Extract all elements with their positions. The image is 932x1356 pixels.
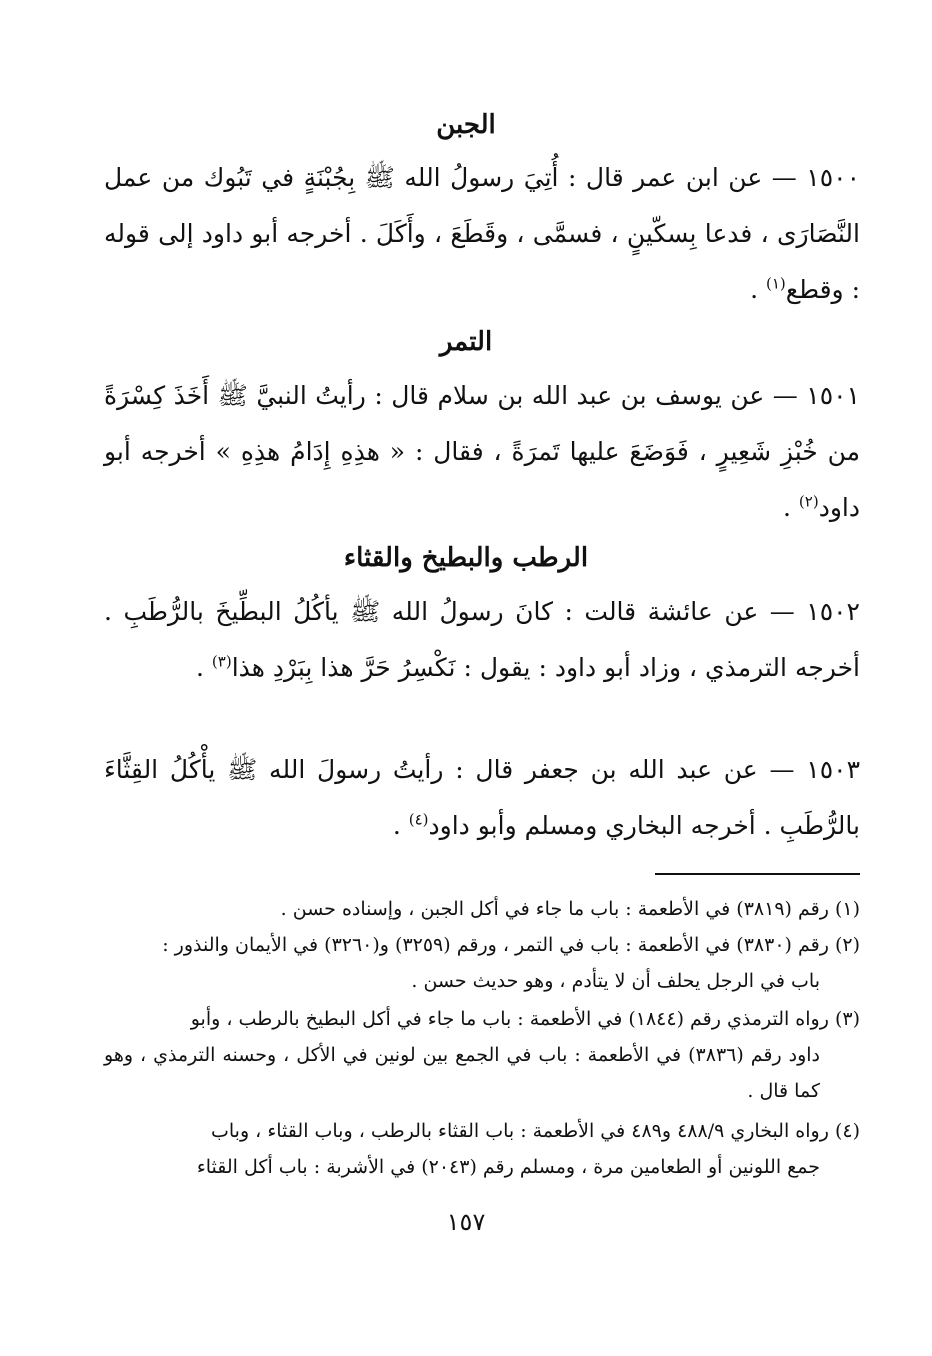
footnote-mark: (٤) [834,1120,860,1142]
footnote-continuation: باب في الرجل يحلف أن لا يتأدم ، وهو حديث حسن . [411,970,820,992]
hadith-end: . [783,493,799,522]
page-number: ١٥٧ [446,1208,486,1236]
hadith-end: . [392,811,409,840]
footnote-4 [104,1113,860,1185]
hadith-text: عن عائشة قالت : كانَ رسولُ الله ﷺ يأكُلُ البطِّيخَ بالرُّطَبِ . أخرجه الترمذي ، وزاد أبو داود : يقول : نَكْسِرُ حَرَّ هذا بِبَرْدِ هذا [104,597,860,682]
footnote-1 [104,891,860,927]
hadith-number: ١٥٠٢ — [769,597,860,626]
footnote-ref: (٣) [211,652,232,671]
footnote-mark: (١) [834,898,860,920]
footnote-separator [655,873,860,875]
hadith-1503 [104,742,860,854]
hadith-1502 [104,584,860,696]
hadith-1501 [104,368,860,536]
footnote-text: رقم (٣٨١٩) في الأطعمة : باب ما جاء في أكل الجبن ، وإسناده حسن . [280,898,829,920]
footnote-text: رواه الترمذي رقم (١٨٤٤) في الأطعمة : باب ما جاء في أكل البطيخ بالرطب ، وأبو [190,1008,829,1030]
footnote-ref: (١) [766,274,786,293]
section-heading-dates: التمر [439,327,493,357]
hadith-text: عن يوسف بن عبد الله بن سلام قال : رأيتُ النبيَّ ﷺ أَخَذَ كِسْرَةً من خُبْزِ شَعِيرٍ ، فَوَضَعَ عليها تَمرَةً ، فقال : « هذِهِ إِدَامُ هذِهِ » أخرجه أبو داود [104,381,860,522]
section-heading-cheese: الجبن [436,110,496,140]
footnote-mark: (٢) [834,934,860,956]
hadith-end: . [196,653,212,682]
footnote-ref: (٢) [798,492,819,511]
footnote-2 [104,927,860,999]
hadith-end: . [750,275,766,304]
hadith-number: ١٥٠١ — [772,381,860,410]
footnote-text: رقم (٣٨٣٠) في الأطعمة : باب في التمر ، ورقم (٣٢٥٩) و(٣٢٦٠) في الأيمان والنذور : [162,934,829,956]
footnote-continuation: جمع اللونين أو الطعامين مرة ، ومسلم رقم (٢٠٤٣) في الأشربة : باب أكل القثاء [196,1156,820,1178]
hadith-1500 [104,150,860,318]
hadith-text: عن ابن عمر قال : أُتِيَ رسولُ الله ﷺ بِجُبْنَةٍ في تَبُوك من عمل النَّصَارَى ، فدعا بِسكّينٍ ، فسمَّى ، وقَطَعَ ، وأَكَلَ . أخرجه أبو داود إلى قوله : وقطع [104,163,860,304]
footnote-3 [104,1001,860,1109]
footnote-ref: (٤) [408,810,429,829]
footnote-continuation: داود رقم (٣٨٣٦) في الأطعمة : باب في الجمع بين لونين في الأكل ، وحسنه الترمذي ، وهو كما قال . [104,1044,820,1102]
footnote-mark: (٣) [834,1008,860,1030]
hadith-number: ١٥٠٠ — [771,163,860,192]
hadith-text: عن عبد الله بن جعفر قال : رأيتُ رسولَ الله ﷺ يأْكُلُ القِثَّاءَ بالرُّطَبِ . أخرجه البخاري ومسلم وأبو داود [104,755,860,840]
footnote-text: رواه البخاري ٤٨٨/٩ و٤٨٩ في الأطعمة : باب القثاء بالرطب ، وباب القثاء ، وباب [210,1120,829,1142]
hadith-number: ١٥٠٣ — [769,755,861,784]
section-heading-ripe-dates-melon-cucumber: الرطب والبطيخ والقثاء [343,543,589,573]
